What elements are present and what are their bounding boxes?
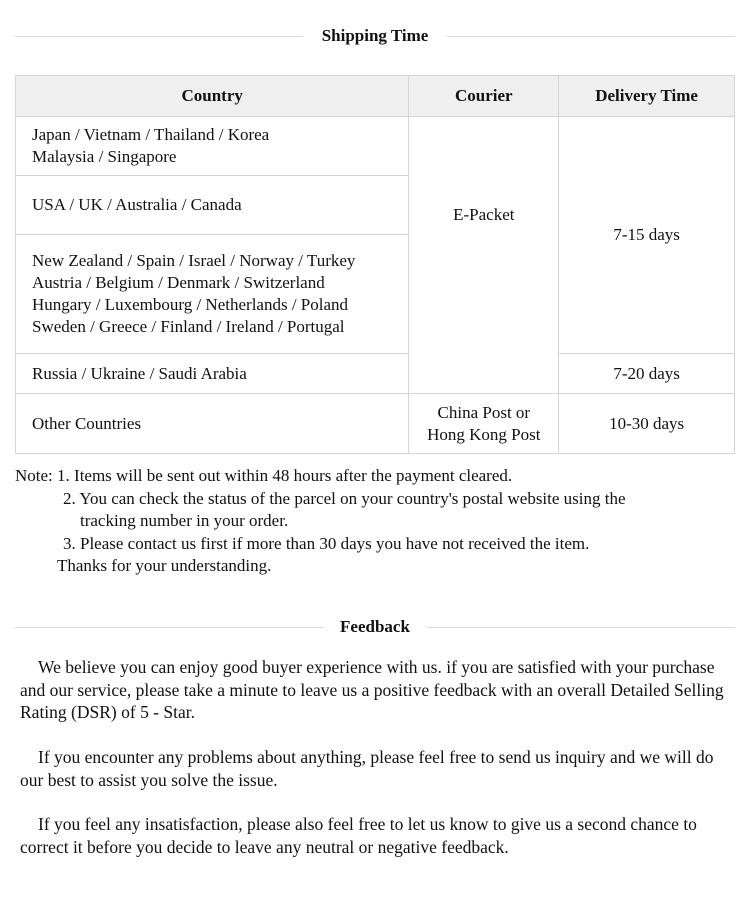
country-line: Austria / Belgium / Denmark / Switzerland — [32, 273, 325, 292]
note-thanks: Thanks for your understanding. — [57, 556, 272, 575]
country-cell — [16, 235, 409, 354]
courier-name-line: Hong Kong Post — [427, 424, 541, 444]
courier-name: E-Packet — [453, 205, 515, 224]
note-prefix: Note: — [15, 466, 53, 485]
table-row — [16, 354, 735, 394]
country-line: Malaysia / Singapore — [32, 147, 177, 166]
feedback-paragraph — [20, 746, 735, 791]
delivery-time-cell — [559, 354, 735, 394]
country-line: Japan / Vietnam / Thailand / Korea — [32, 125, 270, 144]
country-line: Other Countries — [32, 413, 142, 433]
feedback-title: Feedback — [330, 617, 420, 636]
feedback-text: We believe you can enjoy good buyer experience with us. if you are satisfied with your purchase and our service, please take a minute to leave us a positive feedback with an overall Detailed Selling Rating (DSR) of 5 - Star. — [20, 657, 724, 722]
country-line: Hungary / Luxembourg / Netherlands / Poland — [32, 295, 349, 314]
delivery-time-value: 7-15 days — [613, 225, 680, 244]
delivery-time-cell — [559, 117, 735, 354]
country-cell — [16, 117, 409, 176]
shipping-table — [15, 75, 735, 454]
column-header-courier: Courier — [409, 76, 559, 117]
country-line: Sweden / Greece / Finland / Ireland / Portugal — [32, 317, 345, 336]
feedback-section-heading — [15, 616, 735, 638]
shipping-title: Shipping Time — [312, 26, 439, 45]
column-header-country: Country — [16, 76, 409, 117]
feedback-paragraph — [20, 813, 735, 858]
column-header-delivery-time: Delivery Time — [559, 76, 735, 117]
table-row — [16, 394, 735, 454]
country-cell — [16, 394, 409, 454]
country-cell — [16, 176, 409, 235]
delivery-time-cell — [559, 394, 735, 454]
courier-cell — [409, 394, 559, 454]
note-text: 1. Items will be sent out within 48 hours after the payment cleared. — [57, 466, 513, 485]
note-item: 2. You can check the status of the parcel on your country's postal website using the — [63, 488, 626, 508]
courier-cell — [409, 117, 559, 394]
delivery-time-value: 10-30 days — [609, 413, 685, 433]
table-header-row — [16, 76, 735, 117]
note-item: 3. Please contact us first if more than 30 days you have not received the item. — [63, 533, 590, 553]
country-line: Russia / Ukraine / Saudi Arabia — [32, 363, 247, 383]
note-item-continuation: tracking number in your order. — [80, 511, 289, 530]
feedback-paragraph — [20, 656, 735, 724]
country-line: USA / UK / Australia / Canada — [32, 195, 242, 214]
shipping-section-heading — [15, 25, 735, 47]
shipping-notes — [15, 465, 735, 578]
country-line: New Zealand / Spain / Israel / Norway / Turkey — [32, 251, 356, 270]
delivery-time-value: 7-20 days — [613, 363, 680, 383]
note-item — [15, 465, 735, 488]
feedback-text: If you feel any insatisfaction, please also feel free to let us know to give us a second chance to correct it before you decide to leave any neutral or negative feedback. — [20, 814, 697, 857]
feedback-text: If you encounter any problems about anything, please feel free to send us inquiry and we will do our best to assist you solve the issue. — [20, 747, 714, 790]
courier-name-line: China Post or — [437, 402, 531, 422]
country-cell — [16, 354, 409, 394]
table-row — [16, 117, 735, 176]
